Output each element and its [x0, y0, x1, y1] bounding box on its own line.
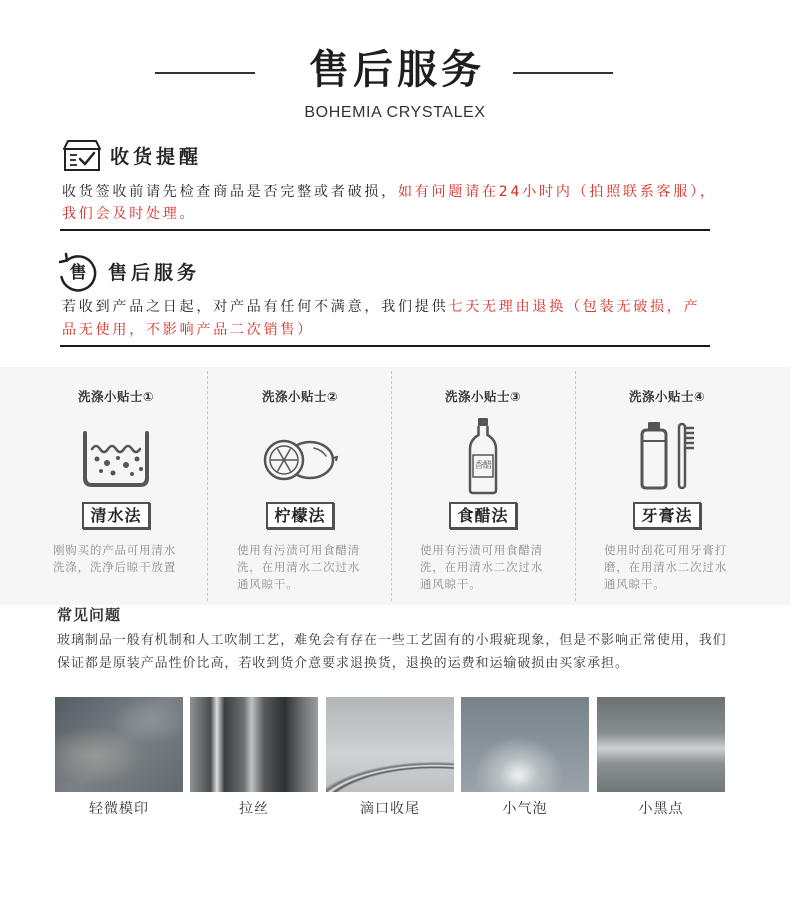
receipt-notice-line-2 — [62, 204, 196, 224]
receipt-notice-highlight: 我们会及时处理。 — [62, 206, 197, 222]
vinegar-bottle-icon — [465, 417, 501, 495]
washing-tip-1 — [24, 367, 208, 605]
tip-description-line: 通风晾干。 — [237, 577, 299, 591]
tip-description-line: 洗，在用清水二次过水 — [237, 560, 360, 574]
defect-caption: 轻微模印 — [89, 801, 149, 817]
tip-title: 洗涤小贴士① — [77, 389, 155, 404]
tip-description-line: 通风晾干。 — [420, 577, 482, 591]
after-sales-heading: 售后服务 — [108, 262, 201, 284]
receipt-notice-highlight: 如有问题请在24小时内（拍照联系客服）， — [398, 184, 717, 200]
tip-method-label: 牙膏法 — [633, 502, 701, 529]
defect-photo-mold-mark — [55, 697, 183, 792]
washing-tip-4 — [575, 367, 759, 605]
defect-caption: 小气泡 — [502, 801, 548, 817]
tip-description — [237, 542, 363, 593]
washing-tip-3 — [391, 367, 575, 605]
washing-tip-2 — [208, 367, 392, 605]
tip-description-line: 磨，在用清水二次过水 — [604, 560, 727, 574]
package-check-icon — [62, 139, 102, 173]
faq-text-line: 保证都是原装产品性价比高，若收到货介意要求退换货，退换的运费和运输破损由买家承担。 — [57, 656, 629, 671]
tip-description-line: 洗，在用清水二次过水 — [420, 560, 543, 574]
basin-icon — [80, 429, 152, 489]
receipt-notice-heading: 收货提醒 — [110, 146, 203, 168]
tip-description-line: 通风晾干。 — [604, 577, 666, 591]
lemon-icon — [262, 434, 338, 484]
tip-description-line: 使用有污渍可用食醋清 — [420, 543, 543, 557]
defect-photo-drawing-lines — [190, 697, 318, 792]
bottle-label-text: 香醋 — [474, 461, 492, 471]
defect-photo-black-dot — [597, 697, 725, 792]
after-sales-text: 若收到产品之日起，对产品有任何不满意，我们提供 — [62, 299, 449, 315]
tip-description — [53, 542, 179, 576]
tip-method-label: 食醋法 — [449, 502, 517, 529]
defect-photo-drip-finish — [326, 697, 454, 792]
tip-title: 洗涤小贴士③ — [444, 389, 522, 404]
tip-description-line: 洗涤，洗净后晾干放置 — [53, 560, 176, 574]
tip-method-label: 清水法 — [82, 502, 150, 529]
toothpaste-toothbrush-icon — [637, 421, 697, 491]
return-icon-glyph: 售 — [69, 263, 87, 283]
brand-subtitle: BOHEMIA CRYSTALEX — [304, 104, 486, 121]
defect-caption: 拉丝 — [239, 801, 269, 817]
faq-heading: 常见问题 — [57, 606, 122, 624]
defect-caption: 小黑点 — [638, 801, 684, 817]
after-sales-line-1 — [62, 297, 700, 317]
after-sales-line-2 — [62, 320, 314, 340]
after-sales-highlight: 七天无理由退换（包装无破损，产 — [448, 299, 701, 315]
return-arrow-icon — [57, 252, 99, 294]
tip-description-line: 使用有污渍可用食醋清 — [237, 543, 360, 557]
title-decor-line-right — [513, 72, 613, 74]
tip-title: 洗涤小贴士④ — [628, 389, 706, 404]
receipt-notice-line-1 — [62, 182, 717, 202]
receipt-notice-text: 收货签收前请先检查商品是否完整或者破损， — [62, 184, 398, 200]
tip-title: 洗涤小贴士② — [261, 389, 339, 404]
defect-caption: 滴口收尾 — [360, 801, 420, 817]
tip-method-label: 柠檬法 — [266, 502, 334, 529]
faq-text-line: 玻璃制品一般有机制和人工吹制工艺，难免会有存在一些工艺固有的小瑕疵现象，但是不影响正常使用，我们 — [57, 633, 727, 648]
tip-description — [420, 542, 546, 593]
section-divider — [60, 345, 710, 347]
tip-description-line: 刚购买的产品可用清水 — [53, 543, 176, 557]
tip-description-line: 使用时刮花可用牙膏打 — [604, 543, 727, 557]
tip-description — [604, 542, 730, 593]
title-decor-line-left — [155, 72, 255, 74]
section-divider — [60, 229, 710, 231]
page-title: 售后服务 — [309, 47, 485, 93]
defect-photo-small-bubble — [461, 697, 589, 792]
after-sales-highlight: 品无使用，不影响产品二次销售） — [62, 322, 314, 338]
